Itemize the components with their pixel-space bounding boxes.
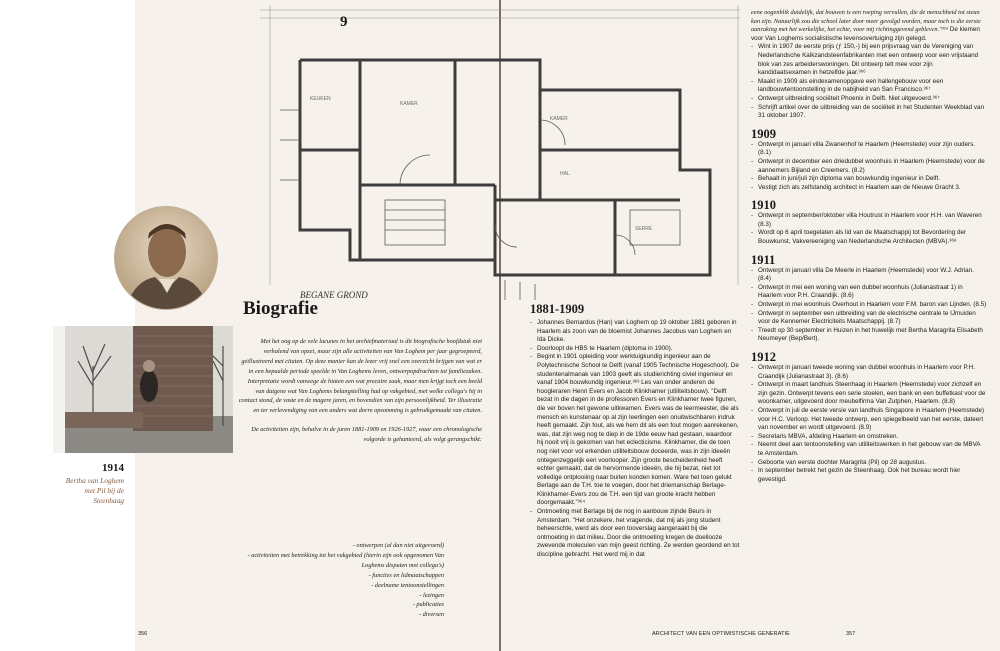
intro-list-item: - ontwerpen (al dan niet uitgevoerd) [352,542,444,549]
portrait-photo [114,206,218,310]
timeline-item: - Ontwerpt in januari tweede woning van dubbel woonhuis in Haarlem voor P.H. Craandijk (Julianastraat 3). (8.6) [751,364,987,381]
timeline-item: - Ontwerpt in januari villa Zwanenhof te Haarlem (Heemstede) voor zijn ouders. (8.1) [751,141,987,158]
svg-text:SERRE: SERRE [635,226,653,232]
intro-list-item: - lezingen [419,591,444,599]
svg-text:KAMER: KAMER [400,101,418,107]
svg-text:KEUKEN: KEUKEN [310,96,331,102]
timeline-item: - Ontwerpt in september een uitbreiding van de electrische centrale te IJmuiden voor de Kennemer Electriciteits Maatschappij. (8.7) [751,310,987,327]
timeline-item-text: Ontmoeting met Berlage bij de nog in aanbouw zijnde Beurs in Amsterdam. [537,508,712,524]
timeline-column-right [751,9,987,484]
historic-photo-1914 [53,326,233,453]
page-number-left: 356 [138,631,148,637]
timeline-item: - Ontwerpt in januari villa De Meerle in Haarlem (Heemstede) voor W.J. Adrian. (8.4) [751,267,987,284]
quote-text: "Het onzekere, het vragende, dat mij als jong student beheerschte, werd als door een tooverslag aangeraakt bij die ontmoeting in dat milieu. Door die ontmoeting kregen de doellooze zwevende moleculen van mijn geest richting. Ze werden geordend en tot discipline gebracht. Het werd mij in dat [537,516,740,559]
timeline-item: - Ontwerpt in mei een woning van een dubbel woonhuis (Julianastraat 1) in Haarlem voor P.H. Craandijk. (8.6) [751,284,987,301]
timeline-column-middle [530,319,740,560]
intro-list-item: - activiteiten met betrekking tot het vakgebied (hierin zijn ook opgenomen Van Loghems disputen met collega's) [247,551,444,569]
timeline-item: - Ontwerpt in maart landhuis Steenhaag in Haarlem (Heemstede) voor zichzelf en zijn gezin. Ontwerpt tevens een serie stoelen, een bank en een buffetkast voor de woonkamer, uitgevoerd door meubelfirma Van Zutphen, Haarlem. (8.8) [751,381,987,407]
chapter-number: 9 [340,14,348,30]
timeline-item: - Ontwerpt in december een driedubbel woonhuis in Haarlem (Heemstede) voor de aannemers Bijland en Creemers. (8.2) [751,158,987,175]
page-number-right: 357 [846,631,856,637]
intro-list-item: - deelname tentoonstellingen [371,581,444,589]
section-heading-1881-1909: 1881-1909 [530,302,585,316]
intro-text [238,337,482,445]
intro-paragraph: Met het oog op de vele lacunes in het archiefmateriaal is dit biografische hoofdstuk niet verhalend van opzet, maar zijn alle activiteiten van Van Loghem per jaar gegroepeerd, geïllustreerd met citaten. Op deze manier kan de lezer vrij snel een overzicht krijgen van wat er in een bepaalde periode speelde in Van Loghems leven, ontwerpopdrachten tot familiezaken. Interpretatie wordt vanwege de hiaten een wat precaire zaak, maar men krijgt toch een beeld van datgene wat Van Loghems belangstelling had op vakgebied, met welke collega's hij in contact stond, de vaste en de magere jaren, en bovendien van zijn persoonlijkheid. Ter illustratie en ter verlevendiging van een anders wat dorre opsomming is gebruikgemaakt van citaten. [238,338,482,415]
quote-text: "Delft bezat in die dagen in de professoren Evers en Klinkhamer twee figuren, die ver boven het gewone uitkwamen. Evers was de leermeester, die als mensch en kunstenaar op al zijn leerlingen een onuitwischbaren indruk heeft gemaakt. Zijn fout, als we hem dit als een fout mogen aanrekenen, was, dat zijn weg nog te diep in de 19de eeuw had gestaan, waardoor hij nooit vrij is gekomen van het eclecticisme. Klinkhamer, die de toen nog niet voor vol erkenden utiliteitsbouw doceerde, was in zijn ideeën ontegenzeggelijk een voorlooper. Zijn groote bescheidenheid heeft echter gemaakt, dat de hervormende ideeën, die hij bezat, niet tot volledige ontplooiing naar buiten konden komen. Ware het toen gelukt Berlage aan de T.H. toe te voegen, door het driemanschap Berlage-Klinkhamer-Evers zou de T.H. een tijd van groote kracht hebben doorgemaakt."³⁶⁴ [537,387,739,507]
timeline-item-text: Begint in 1901 opleiding voor werktuigkundig ingenieur aan de Polytechnische School te Delft (vanaf 1905 Technische Hogeschool). De studentenalmanak van 1903 geeft als studierichting civiel ingenieur en vanaf 1904 bouwkundig ingenieur.³⁶³ Les van onder anderen de hoogleraren Henri Evers en Jacob Klinkhamer (utiliteitsbouw). [537,353,739,395]
svg-text:HAL: HAL [560,171,570,177]
timeline-item: - Behaalt in juni/juli zijn diploma van bouwkundig ingenieur in Delft. [751,175,987,184]
year-heading-1909: 1909 [751,126,776,141]
timeline-item [530,345,740,354]
intro-list-item: - functies en lidmaatschappen [368,571,444,579]
timeline-item: - Neemt deel aan tentoonstelling van utiliteitswerken in het gebouw van de MBVA te Amsterdam. [751,441,987,458]
intro-list-item: - diversen [418,611,444,619]
page-title: Biografie [243,298,318,319]
timeline-item: - Schrijft artikel over de uitbreiding van de sociëteit in het Studenten Weekblad van 31 oktober 1907. [751,104,987,121]
timeline-item-text: Johannes Bernardus (Han) van Loghem op 19 oktober 1881 geboren in Haarlem als zoon van de bloemist Johannes Jacobus van Loghem en Ida Dicke. [537,319,737,344]
quote-text: eene oogenblik duidelijk, dat bouwen is een roeping vervullen, die de menschheid tot steun kan zijn. Natuurlijk zou die school later door meer gevolgd worden, maar toch is die eerste aanraking met het werkelijke, het echte, voor mij richtinggevend geblevcn."³⁶⁵ [751,9,981,34]
photo-caption-year: 1914 [102,462,124,474]
quote-followup: De kiemen voor Van Loghems socialistische levensovertuiging zijn gelegd. [751,26,980,42]
timeline-item: - Ontwerpt uitbreiding sociëteit Phoenix in Delft. Niet uitgevoerd.³⁶⁷ [751,95,987,104]
timeline-item: - Maakt in 1909 als eindexamenopgave een hallengebouw voor een landbouwtentoonstelling in de nabijheid van San Francisco.³⁶⁷ [751,78,987,95]
timeline-item [530,508,740,560]
timeline-item: - Ontwerpt in september/oktober villa Houtrust in Haarlem voor H.H. van Waveren (8.3) [751,212,987,229]
intro-paragraph: De activiteiten zijn, behalve in de jaren 1881-1909 en 1926-1927, waar een chronologische volgorde is gehanteerd, als volgt gerangschikt: [251,426,482,444]
timeline-item: - In september betrekt het gezin de Steenhaag. Ook het bureau wordt hier gevestigd. [751,467,987,484]
timeline-item: - Secretaris MBVA, afdeling Haarlem en omstreken. [751,433,987,442]
svg-text:KAMER: KAMER [550,116,568,122]
timeline-item: - Ontwerpt in mei woonhuis Overhout in Haarlem voor F.M. baron van Lijnden. (8.5) [751,301,987,310]
running-head: ARCHITECT VAN EEN OPTIMISTISCHE GENERATIE [652,631,790,637]
timeline-item: - Geboorte van eerste dochter Maragrita (Pil) op 28 augustus. [751,459,987,468]
timeline-item [530,319,740,345]
timeline-item: - Wordt op 6 april toegelaten als lid van de Maatschappij tot Bevordering der Bouwkunst, Vakvereeniging van Nederlandsche Architecten (MBVA).³⁶⁸ [751,229,987,246]
timeline-item: - Wint in 1907 de eerste prijs (ƒ 150,-) bij een prijsvraag van de Vereniging van Nederlandsche Kalkzandsteenfabrikanten met een ontwerp voor een vrijstaand blok van zes arbeiderswoningen. Dit ontwerp telt mee voor zijn kandidaatsexamen in hetzelfde jaar.³⁶⁶ [751,43,987,77]
timeline-item: - Treedt op 30 september in Huizen in het huwelijk met Bertha Maragrita Elisabeth Neumeyer (Bep/Bert). [751,327,987,344]
year-heading-1911: 1911 [751,252,776,267]
timeline-item: - Ontwerpt in juli de eerste versie van landhuis Singapore in Haarlem (Heemstede) voor H.C. Verloop. Het tweede ontwerp, een spiegelbeeld van het eerste, dateert van november en wordt uitgevoerd. (8.9) [751,407,987,433]
plan-label: BEGANE GROND [300,290,368,300]
quote-continuation [751,9,987,43]
photo-caption: Bertha van Loghem met Pil bij de Steenhaag [65,476,124,505]
intro-list [238,541,444,620]
timeline-item-text: Doorloopt de HBS te Haarlem (diploma in 1900). [537,344,673,352]
timeline-item [530,353,740,508]
year-heading-1910: 1910 [751,198,776,213]
timeline-item: - Vestigt zich als zelfstandig architect in Haarlem aan de Nieuwe Gracht 3. [751,184,987,193]
intro-list-item: - publicaties [412,601,444,609]
year-heading-1912: 1912 [751,350,776,364]
floor-plan-drawing [240,0,750,300]
